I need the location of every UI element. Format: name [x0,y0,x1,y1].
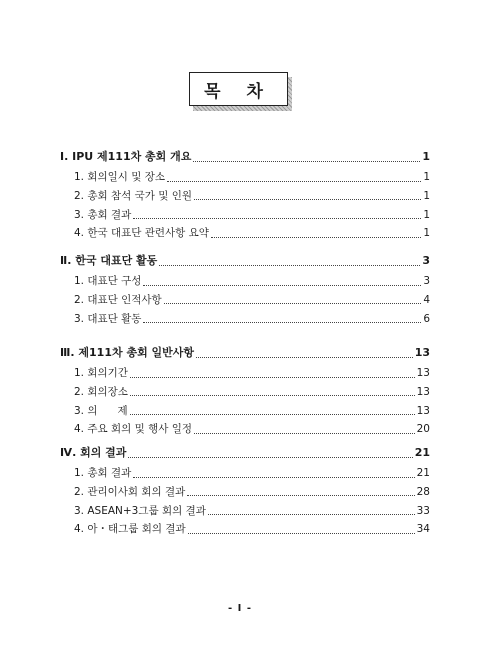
toc-item[interactable] [74,170,430,184]
toc-item[interactable] [74,293,430,307]
toc-item[interactable] [74,422,430,436]
toc-section-2[interactable] [60,254,430,268]
dot-leader [130,387,415,396]
toc-item[interactable] [74,189,430,203]
page-number: 4 [423,293,430,306]
dot-leader [164,295,422,304]
dot-leader [211,229,421,238]
page-number: 13 [416,404,430,417]
dot-leader [130,369,415,378]
page-number: 21 [414,446,430,459]
dot-leader [128,449,412,458]
dot-leader [196,349,413,358]
item-title: 4. 주요 회의 및 행사 일정 [74,423,192,436]
item-title: 1. 회의일시 및 장소 [74,171,166,183]
section-title: Ⅲ. 제111차 총회 일반사항 [60,346,195,359]
item-title: 1. 대표단 구성 [74,275,142,287]
page-number: 13 [416,367,430,379]
page-number: 13 [414,346,430,359]
toc-item[interactable] [74,385,430,399]
dot-leader [143,314,421,323]
page-number: 1 [423,208,430,221]
section-title: Ⅰ. IPU 제111차 총회 개요 [60,150,192,163]
item-title: 4. 아・태그룹 회의 결과 [74,523,186,536]
dot-leader [194,191,421,200]
toc-section-1[interactable] [60,150,430,164]
page-number: 1 [423,227,430,240]
page-number: 6 [423,312,430,325]
section-title: Ⅳ. 회의 결과 [60,446,127,459]
page-number: 1 [423,189,430,202]
item-title: 2. 회의장소 [74,385,128,398]
item-title: 2. 대표단 인적사항 [74,293,162,306]
toc-item[interactable] [74,522,430,536]
page-number: 34 [416,523,430,536]
page-number: 20 [416,423,430,436]
item-title: 2. 관리이사회 회의 결과 [74,485,186,498]
page-number: 3 [422,254,430,267]
page-number: 3 [423,275,430,287]
toc-title: 목 차 [189,72,288,106]
toc-item[interactable] [74,366,430,380]
item-title: 1. 총회 결과 [74,467,132,479]
toc-item[interactable] [74,504,430,518]
dot-leader [208,506,415,515]
item-title: 2. 총회 참석 국가 및 인원 [74,189,192,202]
page-number: 33 [416,504,430,517]
page-number: 21 [416,467,430,479]
dot-leader [194,425,415,434]
toc-item[interactable] [74,485,430,499]
toc-item[interactable] [74,208,430,222]
toc-section-4[interactable] [60,446,430,460]
dot-leader [130,406,415,415]
toc-item[interactable] [74,226,430,240]
item-title: 1. 회의기간 [74,367,128,379]
dot-leader [188,525,415,534]
dot-leader [143,277,421,286]
dot-leader [187,487,414,496]
item-title: 3. 대표단 활동 [74,312,142,325]
dot-leader [133,210,421,219]
toc-item[interactable] [74,466,430,480]
toc-item[interactable] [74,274,430,288]
toc-item[interactable] [74,404,430,418]
item-title: 3. 의 제 [74,404,128,417]
page-number-footer: - I - [228,603,252,614]
toc-section-3[interactable] [60,346,430,360]
page-number: 28 [416,485,430,498]
item-title: 3. 총회 결과 [74,208,132,221]
item-title: 3. ASEAN+3그룹 회의 결과 [74,504,206,517]
dot-leader [193,153,420,162]
section-title: Ⅱ. 한국 대표단 활동 [60,254,158,267]
page-number: 1 [422,150,430,163]
dot-leader [159,257,420,266]
dot-leader [167,173,421,182]
dot-leader [133,469,414,478]
item-title: 4. 한국 대표단 관련사항 요약 [74,227,209,240]
page-number: 13 [416,385,430,398]
toc-item[interactable] [74,312,430,326]
page-number: 1 [423,171,430,183]
